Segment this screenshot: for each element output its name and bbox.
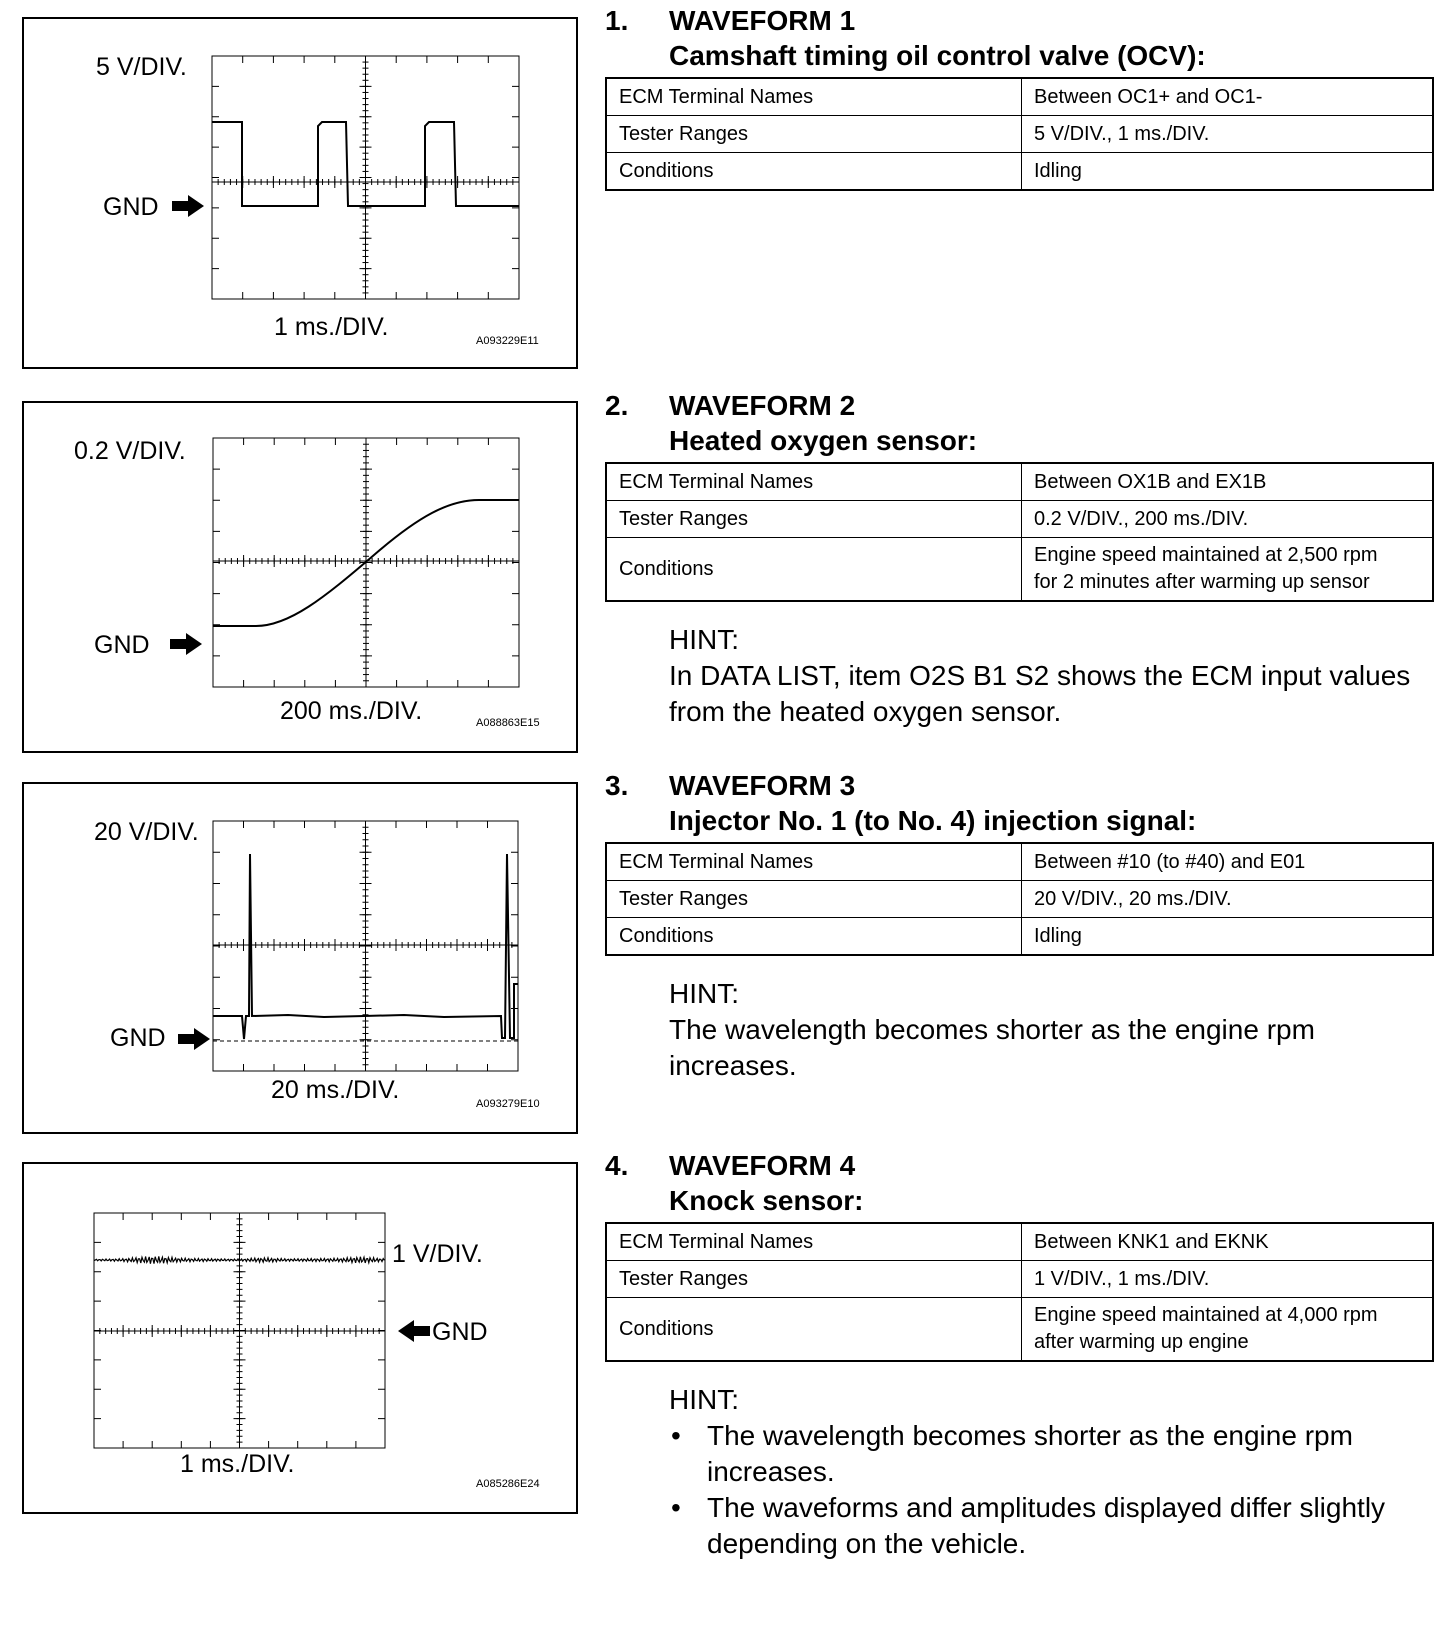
section-title: WAVEFORM 3: [669, 770, 856, 801]
hint-list: [669, 1418, 1435, 1562]
section-subtitle: Knock sensor:: [669, 1185, 864, 1216]
waveform-1-volts-label: 5 V/DIV.: [96, 53, 187, 81]
gnd-arrow-icon: [398, 1320, 430, 1342]
list-item: • The waveforms and amplitudes displayed differ slightly depending on the vehicle.: [669, 1490, 1435, 1562]
hint-label: HINT:: [669, 1384, 739, 1415]
table-row: Conditions Engine speed maintained at 2,500 rpm for 2 minutes after warming up sensor: [606, 538, 1433, 602]
hint-text: In DATA LIST, item O2S B1 S2 shows the ECM input values from the heated oxygen sensor.: [669, 660, 1411, 727]
table-row: ECM Terminal Names Between OC1+ and OC1-: [606, 78, 1433, 116]
waveform-1-figure-id: A093229E11: [476, 335, 539, 347]
list-item: • The wavelength becomes shorter as the engine rpm increases.: [669, 1418, 1435, 1490]
section-number: 3.: [605, 770, 629, 801]
waveform-2-figure: [22, 401, 578, 753]
table-row: Tester Ranges 1 V/DIV., 1 ms./DIV.: [606, 1261, 1433, 1298]
hint-block: [669, 976, 1435, 1084]
table-row: Tester Ranges 0.2 V/DIV., 200 ms./DIV.: [606, 501, 1433, 538]
waveform-4-gnd-label: GND: [432, 1318, 488, 1346]
waveform-1-gnd-label: GND: [103, 193, 159, 221]
waveform-1-time-label: 1 ms./DIV.: [274, 313, 389, 341]
scope-grid: [213, 821, 518, 1071]
waveform-4-volts-label: 1 V/DIV.: [392, 1240, 483, 1268]
table-row: Tester Ranges 20 V/DIV., 20 ms./DIV.: [606, 881, 1433, 918]
scope-grid: [94, 1213, 385, 1448]
spec-table: [605, 842, 1434, 956]
waveform-2-section: [605, 390, 1435, 730]
hint-block: [669, 622, 1435, 730]
table-row: ECM Terminal Names Between OX1B and EX1B: [606, 463, 1433, 501]
gnd-arrow-icon: [170, 633, 202, 655]
waveform-4-figure: [22, 1162, 578, 1514]
waveform-2-figure-id: A088863E15: [476, 717, 540, 729]
waveform-3-gnd-label: GND: [110, 1024, 166, 1052]
section-subtitle: Camshaft timing oil control valve (OCV):: [669, 40, 1206, 71]
waveform-4-scope: [24, 1164, 580, 1516]
waveform-3-figure: [22, 782, 578, 1134]
spec-table: [605, 77, 1434, 191]
hint-block: [669, 1382, 1435, 1562]
gnd-arrow-icon: [172, 195, 204, 217]
table-row: Conditions Engine speed maintained at 4,000 rpm after warming up engine: [606, 1298, 1433, 1362]
table-row: Tester Ranges 5 V/DIV., 1 ms./DIV.: [606, 116, 1433, 153]
waveform-4-section: [605, 1150, 1435, 1562]
waveform-3-volts-label: 20 V/DIV.: [94, 818, 199, 846]
section-number: 4.: [605, 1150, 629, 1181]
waveform-4-figure-id: A085286E24: [476, 1478, 540, 1490]
table-row: ECM Terminal Names Between KNK1 and EKNK: [606, 1223, 1433, 1261]
table-row: ECM Terminal Names Between #10 (to #40) and E01: [606, 843, 1433, 881]
section-subtitle: Injector No. 1 (to No. 4) injection signal:: [669, 805, 1197, 836]
waveform-1-figure: [22, 17, 578, 369]
section-number: 1.: [605, 5, 629, 36]
section-subtitle: Heated oxygen sensor:: [669, 425, 978, 456]
waveform-2-gnd-label: GND: [94, 631, 150, 659]
waveform-2-time-label: 200 ms./DIV.: [280, 697, 423, 725]
scope-grid: [212, 56, 519, 299]
hint-text: The wavelength becomes shorter as the engine rpm increases.: [669, 1014, 1315, 1081]
hint-label: HINT:: [669, 978, 739, 1009]
waveform-4-time-label: 1 ms./DIV.: [180, 1450, 295, 1478]
spec-table: [605, 462, 1434, 602]
waveform-3-figure-id: A093279E10: [476, 1098, 540, 1110]
gnd-arrow-icon: [178, 1028, 210, 1050]
section-title: WAVEFORM 4: [669, 1150, 856, 1181]
section-title: WAVEFORM 2: [669, 390, 856, 421]
waveform-1-section: [605, 5, 1435, 191]
waveform-2-volts-label: 0.2 V/DIV.: [74, 437, 186, 465]
waveform-3-time-label: 20 ms./DIV.: [271, 1076, 400, 1104]
spec-table: [605, 1222, 1434, 1362]
hint-label: HINT:: [669, 624, 739, 655]
section-number: 2.: [605, 390, 629, 421]
table-row: Conditions Idling: [606, 918, 1433, 956]
waveform-3-section: [605, 770, 1435, 1084]
table-row: Conditions Idling: [606, 153, 1433, 191]
section-title: WAVEFORM 1: [669, 5, 856, 36]
